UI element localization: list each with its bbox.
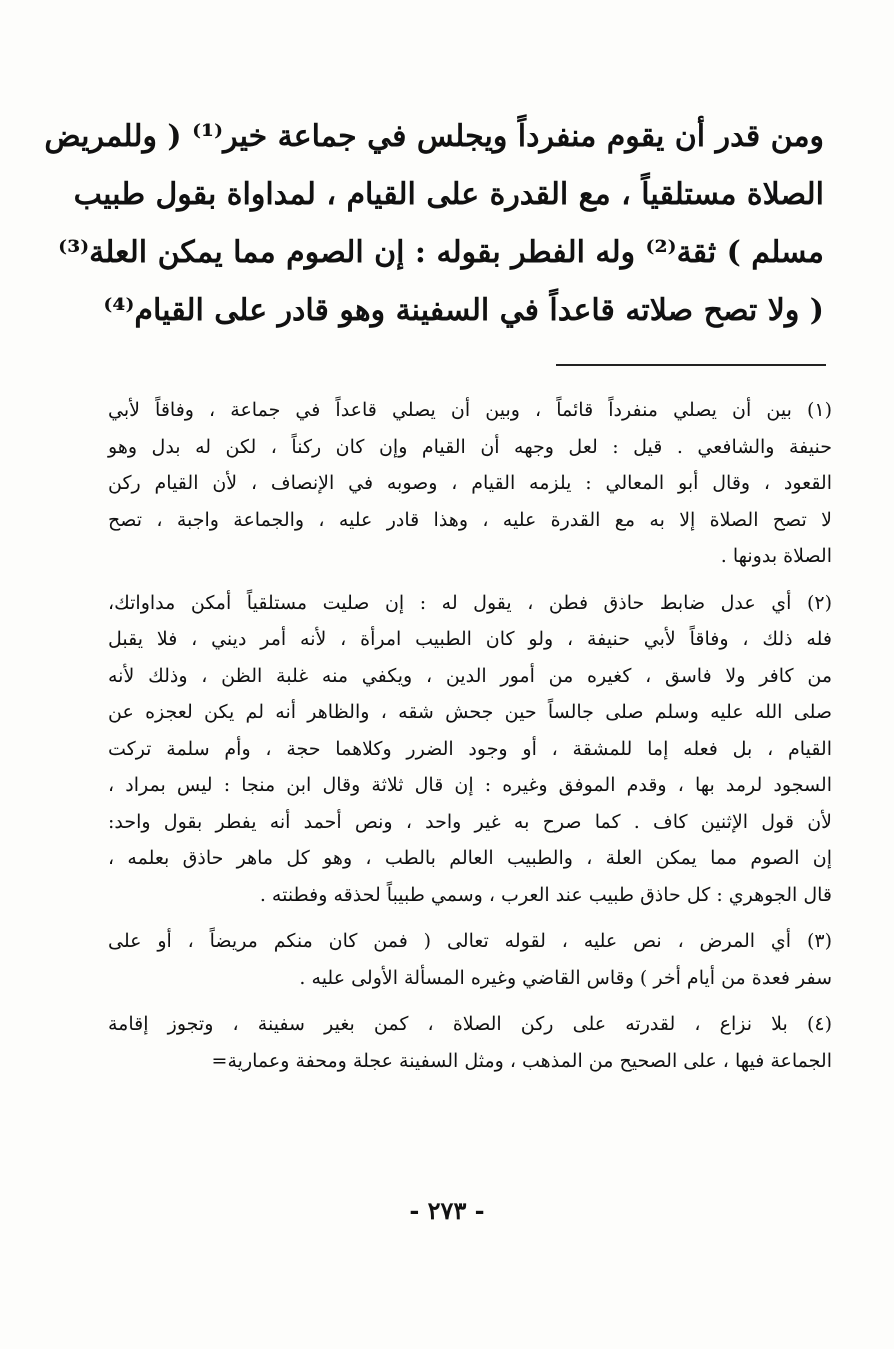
footnote-line: لأن قول الإثنين كاف . كما صرح به غير واحد ، ونص أحمد أنه يفطر بقول واحد:: [108, 810, 832, 833]
footnote-3: [108, 923, 832, 996]
footnote-line: (١) بين أن يصلي منفرداً قائماً ، وبين أن يصلي قاعداً في جماعة ، وفاقاً لأبي: [108, 399, 832, 421]
main-text-line: ( ولا تصح صلاته قاعداً في السفينة وهو قادر على القيام⁽⁴⁾: [103, 293, 824, 328]
footnote-4: [108, 1006, 832, 1079]
footnote-1: [108, 392, 832, 575]
footnote-line: السجود لرمد بها ، وقدم الموفق وغيره : إن قال ثلاثة وقال ابن منجا : ليس بمراد ،: [108, 774, 832, 796]
footnotes-section: [108, 392, 832, 1089]
footnote-line: القعود ، وقال أبو المعالي : يلزمه القيام ، وصوبه في الإنصاف ، لأن القيام ركن: [108, 472, 832, 494]
footnote-line: إن الصوم مما يمكن العلة ، والطبيب العالم بالطب ، وهو كل ماهر حاذق بعلمه ،: [108, 847, 832, 869]
footnote-line: صلى الله عليه وسلم صلى جالساً حين جحش شقه ، والظاهر أنه لم يكن لعجزه عن: [108, 701, 832, 723]
footnote-line: حنيفة والشافعي . قيل : لعل وجهه أن القيام وإن كان ركناً ، لكن له بدل وهو: [108, 435, 832, 458]
footnote-line: الصلاة بدونها .: [720, 545, 832, 567]
page-number: - ٢٧٣ -: [409, 1196, 485, 1225]
footnote-line: القيام ، بل فعله إما للمشقة ، أو وجود الضرر وكلاهما حجة ، وأم سلمة تركت: [108, 737, 832, 760]
main-text-line: الصلاة مستلقياً ، مع القدرة على القيام ، لمداواة بقول طبيب: [73, 177, 824, 212]
footnote-line: فله ذلك ، وفاقاً لأبي حنيفة ، ولو كان الطبيب امرأة ، لأنه أمر ديني ، فلا يقبل: [108, 628, 832, 650]
footnote-line: لا تصح الصلاة إلا به مع القدرة عليه ، وهذا قادر عليه ، والجماعة واجبة ، تصح: [108, 508, 832, 531]
main-text-line: مسلم ) ثقة⁽²⁾ وله الفطر بقوله : إن الصوم مما يمكن العلة⁽³⁾: [58, 235, 824, 270]
footnote-line: (٢) أي عدل ضابط حاذق فطن ، يقول له : إن صليت مستلقياً أمكن مداواتك،: [108, 591, 832, 614]
footnote-line: (٤) بلا نزاع ، لقدرته على ركن الصلاة ، كمن بغير سفينة ، وتجوز إقامة: [108, 1013, 832, 1035]
main-text-line: ومن قدر أن يقوم منفرداً ويجلس في جماعة خير⁽¹⁾ ( وللمريض: [44, 119, 824, 154]
footnote-line: الجماعة فيها ، على الصحيح من المذهب ، ومثل السفينة عجلة ومحفة وعمارية=: [211, 1049, 832, 1072]
footnote-line: قال الجوهري : كل حاذق طبيب عند العرب ، وسمي طبيباً لحذقه وفطنته .: [259, 883, 832, 906]
footnote-separator: [556, 364, 826, 366]
main-text-block: [44, 108, 824, 340]
footnote-2: [108, 585, 832, 914]
footnote-line: (٣) أي المرض ، نص عليه ، لقوله تعالى ( فمن كان منكم مريضاً ، أو على: [108, 930, 832, 952]
footnote-line: سفر فعدة من أيام أخر ) وقاس القاضي وغيره المسألة الأولى عليه .: [299, 966, 832, 989]
footnote-line: من كافر ولا فاسق ، كغيره من أمور الدين ، ويكفي منه غلبة الظن ، وذلك لأنه: [108, 664, 832, 687]
